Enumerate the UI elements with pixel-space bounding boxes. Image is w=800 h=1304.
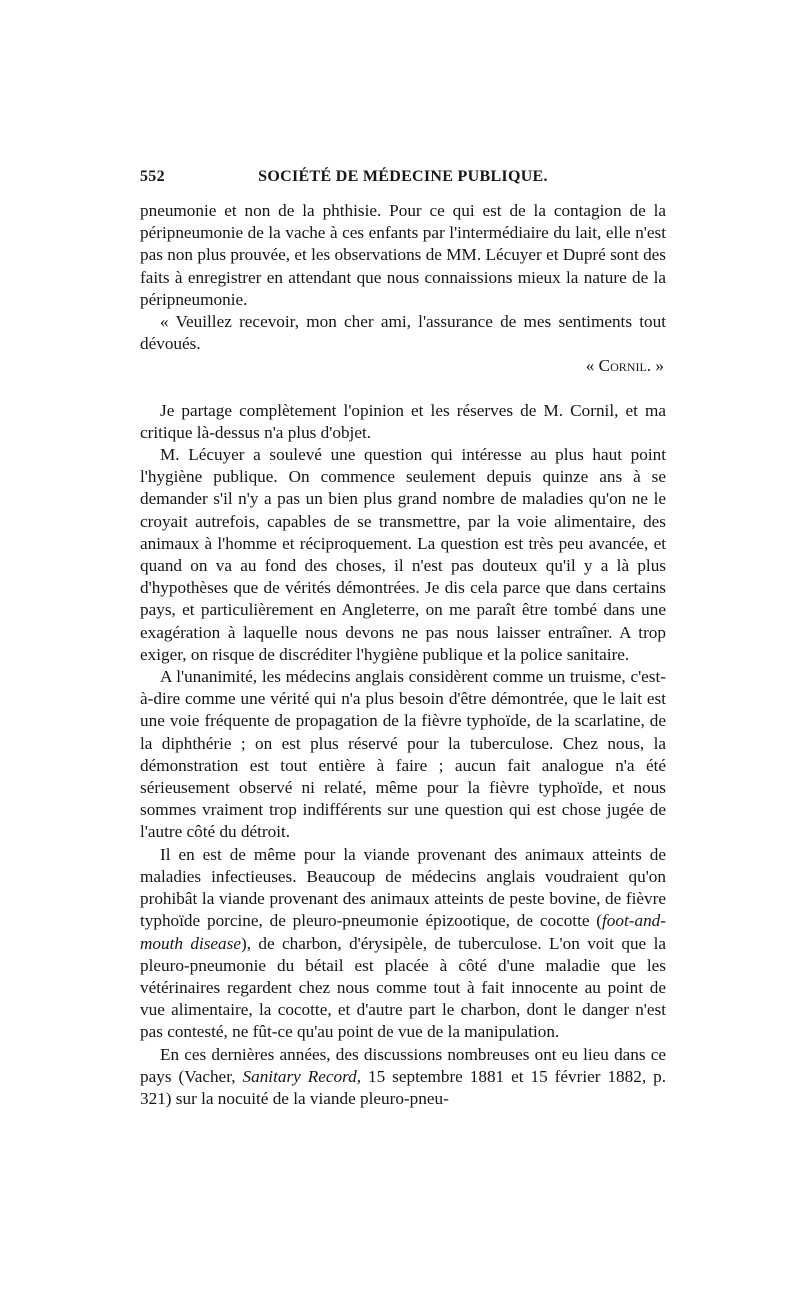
paragraph-4-part-a: Il en est de même pour la viande provenant des animaux atteints de maladies infectieuses. Beaucoup de médecins anglais voudraient qu'on prohibât la viande provenant des animaux atteints de peste bovine, de fièvre typhoïde porcine, de pleuro-pneumonie épizootique, de cocotte ( — [140, 844, 666, 931]
letter-paragraph-continued: pneumonie et non de la phthisie. Pour ce qui est de la contagion de la péripneumonie de la vache à ces enfants par l'intermédiaire du lait, elle n'est pas non plus prouvée, et les observations de MM. Lécuyer et Dupré sont des faits à enregistrer en attendant que nous connaissions mieux la nature de la péripneumonie. — [140, 201, 666, 309]
paragraph-5-part-b: 15 septembre 1881 et 15 février 1882, p. 321) sur la nocuité de la viande pleuro-pneu- — [140, 1066, 666, 1108]
section-gap — [140, 378, 666, 400]
paragraph-5-part-a: En ces dernières années, des discussions nombreuses ont eu lieu dans ce pays (Vacher, — [140, 1044, 666, 1086]
paragraph-5 — [140, 1044, 666, 1111]
paragraph-1: Je partage complètement l'opinion et les réserves de M. Cornil, et ma critique là-dessus n'a plus d'objet. — [140, 400, 666, 442]
body-text — [140, 200, 666, 1110]
paragraph-4 — [140, 844, 666, 1044]
running-header — [140, 168, 666, 190]
paragraph-2: M. Lécuyer a soulevé une question qui intéresse au plus haut point l'hygiène publique. On commence seulement depuis quinze ans à se demander s'il n'y a pas un bien plus grand nombre de maladies qu'on ne le croyait autrefois, capables de se transmettre, par la voie alimentaire, des animaux à l'homme et réciproquement. La question est très peu avancée, et quand on va au fond des choses, il n'est pas douteux qu'il y a là plus d'hypothèses que de vérités démontrées. Je dis cela parce que dans certains pays, et particulièrement en Angleterre, on me paraît être tombé dans une exagération à laquelle nous devons ne pas nous laisser entraîner. A trop exiger, on risque de discréditer l'hygiène publique et la police sanitaire. — [140, 445, 666, 664]
running-title: SOCIÉTÉ DE MÉDECINE PUBLIQUE. — [258, 168, 548, 185]
letter-closing: « Veuillez recevoir, mon cher ami, l'assurance de mes sentiments tout dévoués. — [140, 312, 666, 354]
paragraph-5-italic: Sanitary Record, — [242, 1066, 362, 1086]
paragraph-4-italic: foot-and-mouth disease — [140, 911, 666, 953]
paragraph-4-part-b: ), de charbon, d'érysipèle, de tuberculose. L'on voit que la pleuro-pneumonie du bétail est placée à côté d'une maladie que les vétérinaires regardent chez nous comme tout à fait innocente au point de vue alimentaire, la cocotte, et d'autre part le charbon, dont le danger n'est pas contesté, ne fût-ce qu'au point de vue de la manipulation. — [140, 933, 666, 1042]
letter-signature: « Cornil. » — [585, 356, 664, 376]
page-number: 552 — [140, 168, 165, 185]
paragraph-3: A l'unanimité, les médecins anglais considèrent comme un truisme, c'est-à-dire comme une vérité qui n'a plus besoin d'être démontrée, que le lait est une voie fréquente de propagation de la fièvre typhoïde, de la scarlatine, de la diphthérie ; on est plus réservé pour la tuberculose. Chez nous, la démonstration est tout entière à faire ; aucun fait analogue n'a été sérieusement observé ni relaté, même pour la fièvre typhoïde, et nous sommes vraiment trop indifférents sur une question qui est chose jugée de l'autre côté du détroit. — [140, 667, 666, 842]
